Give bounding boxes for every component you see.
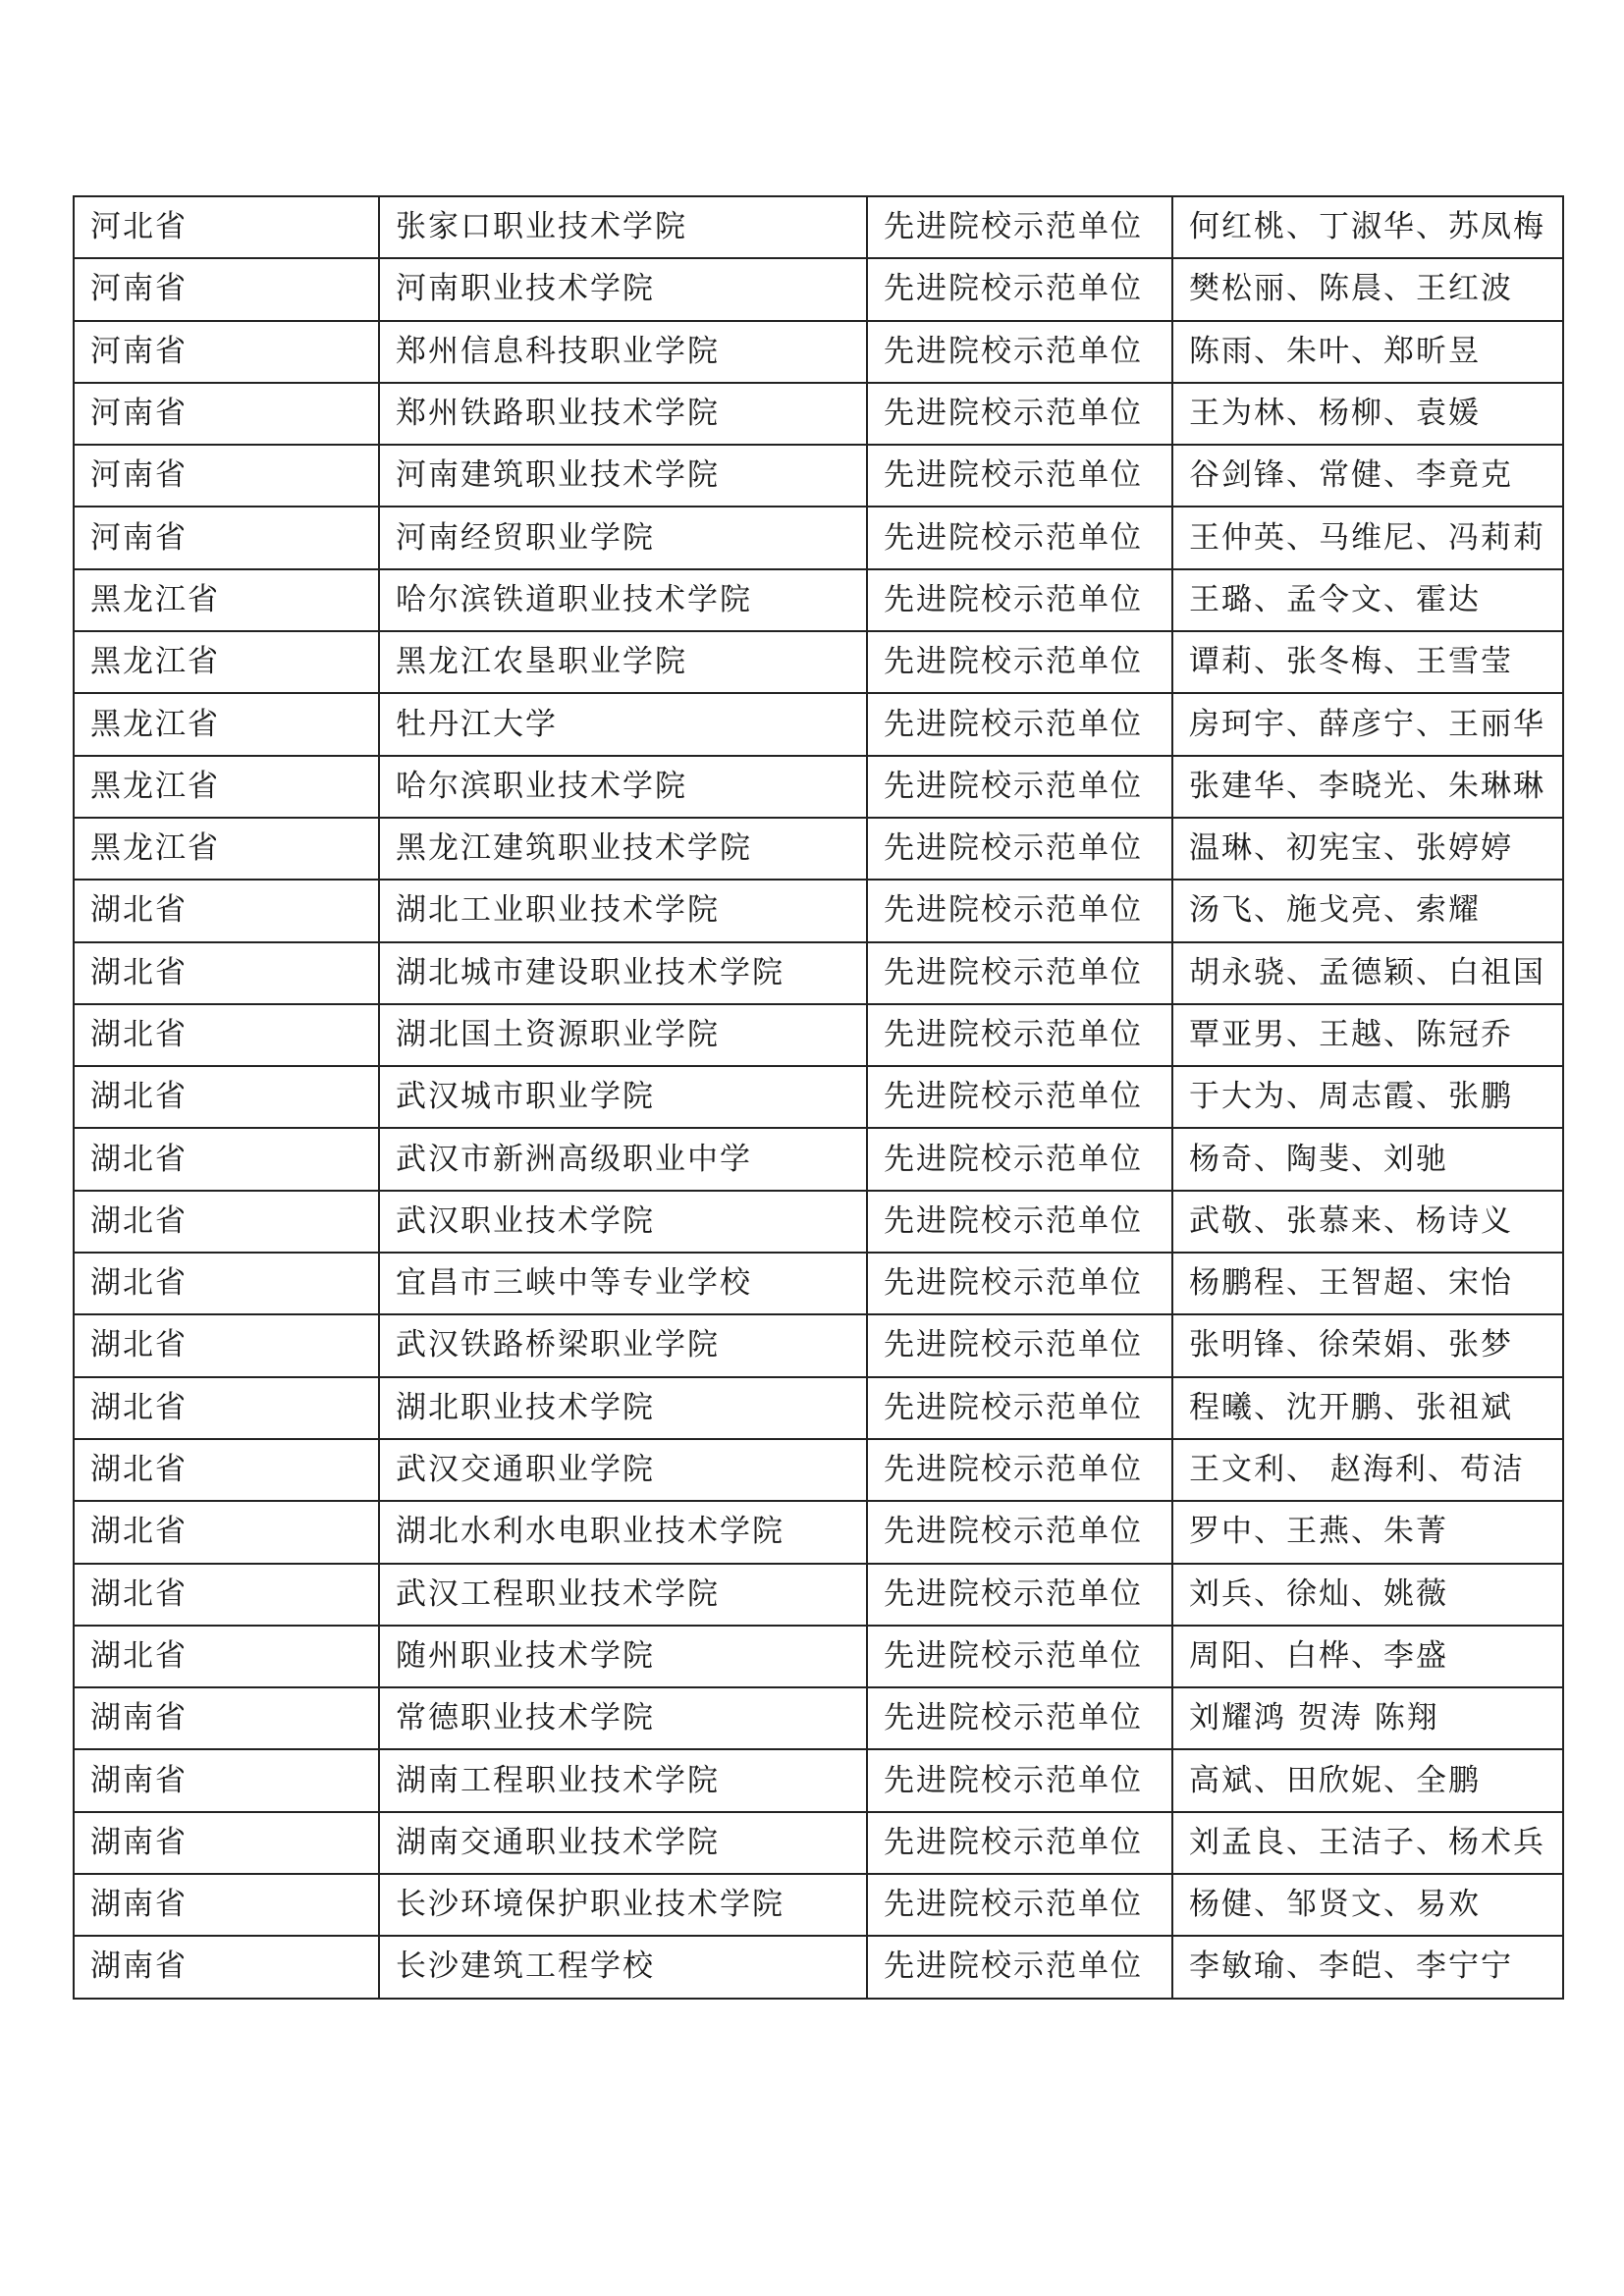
award-cell: 先进院校示范单位 [867,569,1172,631]
institution-cell: 常德职业技术学院 [379,1687,867,1749]
table-row [74,507,1563,568]
province-cell: 湖北省 [74,1501,379,1563]
award-cell: 先进院校示范单位 [867,1874,1172,1936]
province-cell: 湖北省 [74,1066,379,1128]
province-cell: 湖北省 [74,1439,379,1501]
people-cell: 王仲英、马维尼、冯莉莉 [1172,507,1563,568]
table-row [74,1191,1563,1253]
province-cell: 湖北省 [74,1004,379,1066]
institution-cell: 哈尔滨职业技术学院 [379,756,867,818]
province-cell: 湖北省 [74,880,379,941]
institution-cell: 牡丹江大学 [379,693,867,755]
table-row [74,1501,1563,1563]
people-cell: 杨健、邹贤文、易欢 [1172,1874,1563,1936]
award-cell: 先进院校示范单位 [867,1314,1172,1376]
province-cell: 黑龙江省 [74,693,379,755]
table-row [74,1253,1563,1314]
table-row [74,383,1563,445]
province-cell: 黑龙江省 [74,631,379,693]
people-cell: 房珂宇、薛彦宁、王丽华 [1172,693,1563,755]
institution-cell: 武汉交通职业学院 [379,1439,867,1501]
institution-cell: 宜昌市三峡中等专业学校 [379,1253,867,1314]
table-row [74,1004,1563,1066]
table-row [74,1874,1563,1936]
province-cell: 湖南省 [74,1936,379,1998]
table-row [74,1314,1563,1376]
province-cell: 河南省 [74,445,379,507]
people-cell: 刘耀鸿 贺涛 陈翔 [1172,1687,1563,1749]
people-cell: 周阳、白桦、李盛 [1172,1626,1563,1687]
people-cell: 杨鹏程、王智超、宋怡 [1172,1253,1563,1314]
institution-cell: 黑龙江建筑职业技术学院 [379,818,867,880]
people-cell: 刘兵、徐灿、姚薇 [1172,1564,1563,1626]
award-cell: 先进院校示范单位 [867,1439,1172,1501]
people-cell: 张建华、李晓光、朱琳琳 [1172,756,1563,818]
table-row [74,631,1563,693]
people-cell: 王文利、 赵海利、苟洁 [1172,1439,1563,1501]
table-row [74,818,1563,880]
table-row [74,1128,1563,1190]
people-cell: 高斌、田欣妮、全鹏 [1172,1749,1563,1811]
award-cell: 先进院校示范单位 [867,1936,1172,1998]
table-row [74,1749,1563,1811]
people-cell: 谭莉、张冬梅、王雪莹 [1172,631,1563,693]
institution-cell: 武汉铁路桥梁职业学院 [379,1314,867,1376]
table-row [74,942,1563,1004]
province-cell: 湖北省 [74,1377,379,1439]
award-cell: 先进院校示范单位 [867,321,1172,383]
institution-cell: 湖北工业职业技术学院 [379,880,867,941]
table-row [74,1439,1563,1501]
province-cell: 河北省 [74,196,379,258]
people-cell: 温琳、初宪宝、张婷婷 [1172,818,1563,880]
award-cell: 先进院校示范单位 [867,383,1172,445]
table-row [74,1936,1563,1998]
table-row [74,569,1563,631]
province-cell: 湖北省 [74,1253,379,1314]
table-row [74,321,1563,383]
institution-cell: 长沙环境保护职业技术学院 [379,1874,867,1936]
award-cell: 先进院校示范单位 [867,1812,1172,1874]
province-cell: 湖北省 [74,1626,379,1687]
award-cell: 先进院校示范单位 [867,1004,1172,1066]
institution-cell: 长沙建筑工程学校 [379,1936,867,1998]
people-cell: 李敏瑜、李皑、李宁宁 [1172,1936,1563,1998]
award-cell: 先进院校示范单位 [867,942,1172,1004]
table-row [74,258,1563,320]
institution-cell: 河南职业技术学院 [379,258,867,320]
province-cell: 湖南省 [74,1749,379,1811]
institution-cell: 哈尔滨铁道职业技术学院 [379,569,867,631]
award-cell: 先进院校示范单位 [867,1626,1172,1687]
institution-cell: 武汉职业技术学院 [379,1191,867,1253]
province-cell: 湖北省 [74,942,379,1004]
institution-cell: 张家口职业技术学院 [379,196,867,258]
table-row [74,196,1563,258]
people-cell: 谷剑锋、常健、李竟克 [1172,445,1563,507]
people-cell: 于大为、周志霞、张鹏 [1172,1066,1563,1128]
people-cell: 罗中、王燕、朱菁 [1172,1501,1563,1563]
table-row [74,1626,1563,1687]
province-cell: 湖南省 [74,1687,379,1749]
table-row [74,693,1563,755]
people-cell: 汤飞、施戈亮、索耀 [1172,880,1563,941]
province-cell: 河南省 [74,258,379,320]
province-cell: 湖北省 [74,1564,379,1626]
province-cell: 湖南省 [74,1812,379,1874]
people-cell: 何红桃、丁淑华、苏凤梅 [1172,196,1563,258]
table-row [74,756,1563,818]
province-cell: 湖北省 [74,1314,379,1376]
award-cell: 先进院校示范单位 [867,445,1172,507]
people-cell: 杨奇、陶斐、刘驰 [1172,1128,1563,1190]
people-cell: 程曦、沈开鹏、张祖斌 [1172,1377,1563,1439]
award-cell: 先进院校示范单位 [867,196,1172,258]
table-row [74,880,1563,941]
award-cell: 先进院校示范单位 [867,631,1172,693]
institution-cell: 河南建筑职业技术学院 [379,445,867,507]
province-cell: 湖南省 [74,1874,379,1936]
institution-cell: 湖北职业技术学院 [379,1377,867,1439]
people-cell: 胡永骁、孟德颖、白祖国 [1172,942,1563,1004]
people-cell: 王璐、孟令文、霍达 [1172,569,1563,631]
award-cell: 先进院校示范单位 [867,1564,1172,1626]
award-cell: 先进院校示范单位 [867,880,1172,941]
institution-cell: 随州职业技术学院 [379,1626,867,1687]
award-list-table [73,195,1564,2000]
province-cell: 河南省 [74,507,379,568]
institution-cell: 郑州铁路职业技术学院 [379,383,867,445]
award-cell: 先进院校示范单位 [867,818,1172,880]
province-cell: 黑龙江省 [74,756,379,818]
institution-cell: 湖北城市建设职业技术学院 [379,942,867,1004]
award-cell: 先进院校示范单位 [867,258,1172,320]
institution-cell: 河南经贸职业学院 [379,507,867,568]
award-list-body [74,196,1563,1999]
table-row [74,445,1563,507]
award-cell: 先进院校示范单位 [867,507,1172,568]
people-cell: 樊松丽、陈晨、王红波 [1172,258,1563,320]
table-row [74,1377,1563,1439]
people-cell: 张明锋、徐荣娟、张梦 [1172,1314,1563,1376]
award-cell: 先进院校示范单位 [867,756,1172,818]
table-row [74,1687,1563,1749]
province-cell: 河南省 [74,321,379,383]
institution-cell: 武汉市新洲高级职业中学 [379,1128,867,1190]
institution-cell: 武汉城市职业学院 [379,1066,867,1128]
institution-cell: 湖北水利水电职业技术学院 [379,1501,867,1563]
table-row [74,1812,1563,1874]
table-row [74,1564,1563,1626]
province-cell: 河南省 [74,383,379,445]
institution-cell: 湖南交通职业技术学院 [379,1812,867,1874]
award-cell: 先进院校示范单位 [867,1377,1172,1439]
people-cell: 陈雨、朱叶、郑昕昱 [1172,321,1563,383]
province-cell: 黑龙江省 [74,818,379,880]
award-cell: 先进院校示范单位 [867,693,1172,755]
award-cell: 先进院校示范单位 [867,1253,1172,1314]
province-cell: 湖北省 [74,1191,379,1253]
people-cell: 武敬、张慕来、杨诗义 [1172,1191,1563,1253]
institution-cell: 湖北国土资源职业学院 [379,1004,867,1066]
award-cell: 先进院校示范单位 [867,1687,1172,1749]
institution-cell: 武汉工程职业技术学院 [379,1564,867,1626]
people-cell: 王为林、杨柳、袁媛 [1172,383,1563,445]
award-cell: 先进院校示范单位 [867,1066,1172,1128]
institution-cell: 郑州信息科技职业学院 [379,321,867,383]
award-cell: 先进院校示范单位 [867,1191,1172,1253]
province-cell: 湖北省 [74,1128,379,1190]
award-cell: 先进院校示范单位 [867,1128,1172,1190]
award-cell: 先进院校示范单位 [867,1749,1172,1811]
people-cell: 覃亚男、王越、陈冠乔 [1172,1004,1563,1066]
institution-cell: 湖南工程职业技术学院 [379,1749,867,1811]
institution-cell: 黑龙江农垦职业学院 [379,631,867,693]
province-cell: 黑龙江省 [74,569,379,631]
award-cell: 先进院校示范单位 [867,1501,1172,1563]
people-cell: 刘孟良、王洁子、杨术兵 [1172,1812,1563,1874]
table-row [74,1066,1563,1128]
